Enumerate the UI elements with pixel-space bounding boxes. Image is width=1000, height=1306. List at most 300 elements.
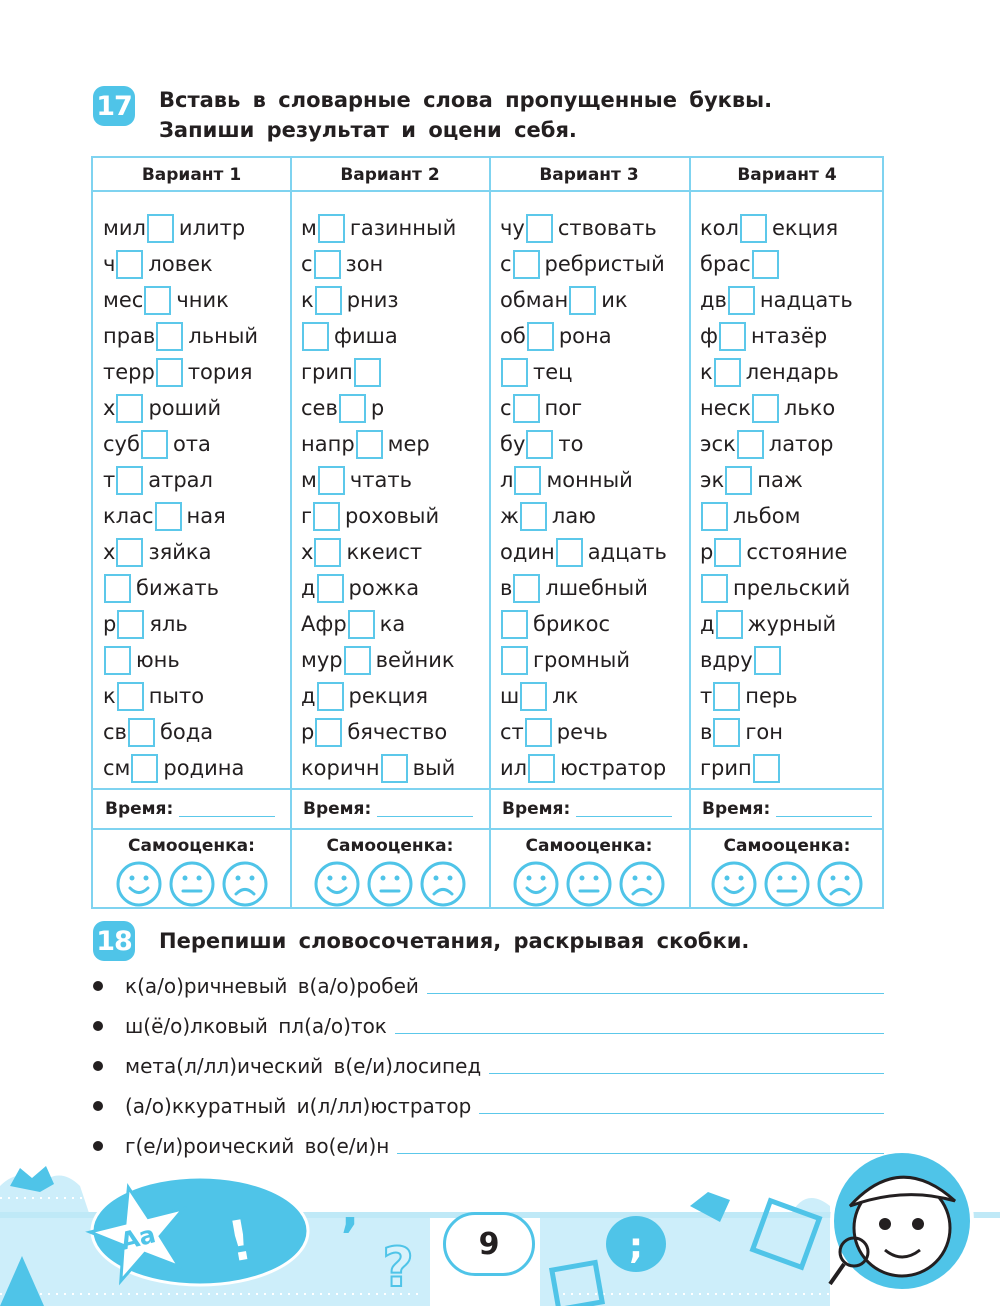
- time-field: [502, 790, 672, 828]
- bullet-icon: [93, 981, 103, 991]
- missing-letter-box[interactable]: [116, 466, 143, 495]
- word-prefix: об: [500, 324, 526, 348]
- word-prefix: к: [301, 288, 314, 312]
- word-suffix: р: [370, 396, 385, 420]
- phrase-text: к(а/о)ричневый в(а/о)робей: [125, 974, 419, 998]
- missing-letter-box[interactable]: [513, 574, 540, 603]
- word-prefix: в: [700, 720, 713, 744]
- word-gap-item: [500, 643, 630, 677]
- word-prefix: х: [301, 540, 314, 564]
- word-gap-item: [700, 751, 785, 785]
- word-prefix: бу: [500, 432, 526, 456]
- word-suffix: мер: [387, 432, 430, 456]
- star-badge-text: Aa: [117, 1220, 159, 1256]
- word-prefix: ч: [103, 252, 116, 276]
- word-prefix: м: [301, 216, 317, 240]
- word-suffix: рекция: [348, 684, 429, 708]
- word-prefix: мес: [103, 288, 144, 312]
- sad-face-icon[interactable]: [224, 863, 266, 905]
- word-suffix: чник: [176, 288, 229, 312]
- happy-face-icon[interactable]: [713, 863, 755, 905]
- word-gap-item: [103, 247, 213, 281]
- word-suffix: газинный: [349, 216, 457, 240]
- missing-letter-box[interactable]: [128, 718, 155, 747]
- task-18-number: 18: [93, 921, 135, 961]
- word-gap-item: [301, 355, 386, 389]
- word-prefix: ж: [500, 504, 519, 528]
- word-prefix: неск: [700, 396, 751, 420]
- missing-letter-box[interactable]: [318, 214, 345, 243]
- word-suffix: надцать: [759, 288, 853, 312]
- variant-2-title: Вариант 2: [340, 165, 440, 185]
- missing-letter-box[interactable]: [501, 358, 528, 387]
- time-field: [702, 790, 872, 828]
- word-prefix: св: [103, 720, 127, 744]
- word-gap-item: [301, 427, 430, 461]
- time-label: Время:: [105, 799, 174, 819]
- word-prefix: см: [103, 756, 131, 780]
- variant-3-title: Вариант 3: [539, 165, 639, 185]
- missing-letter-box[interactable]: [156, 358, 183, 387]
- missing-letter-box[interactable]: [315, 286, 342, 315]
- word-gap-item: [103, 391, 221, 425]
- missing-letter-box[interactable]: [713, 718, 740, 747]
- phrase-item: [93, 1091, 471, 1121]
- word-suffix: льбом: [733, 504, 801, 528]
- missing-letter-box[interactable]: [526, 214, 553, 243]
- neutral-face-icon[interactable]: [766, 863, 808, 905]
- word-prefix: суб: [103, 432, 140, 456]
- task-17-instruction-line-1: Вставь в словарные слова пропущенные буквы.: [159, 88, 773, 112]
- self-assessment-label: Самооценка:: [128, 836, 255, 856]
- word-gap-item: [500, 679, 578, 713]
- word-suffix: атрал: [148, 468, 213, 492]
- word-suffix: то: [558, 432, 584, 456]
- word-suffix: рона: [558, 324, 612, 348]
- word-prefix: напр: [301, 432, 355, 456]
- happy-face-icon[interactable]: [515, 863, 557, 905]
- word-prefix: кол: [700, 216, 739, 240]
- word-prefix: р: [301, 720, 315, 744]
- word-suffix: паж: [757, 468, 803, 492]
- word-prefix: с: [500, 252, 512, 276]
- word-suffix: вый: [412, 756, 456, 780]
- word-suffix: тория: [187, 360, 253, 384]
- phrase-item: [93, 1051, 481, 1081]
- word-prefix: сев: [301, 396, 338, 420]
- word-gap-item: [103, 319, 258, 353]
- word-prefix: дв: [700, 288, 727, 312]
- missing-letter-box[interactable]: [147, 214, 174, 243]
- time-field: [303, 790, 473, 828]
- word-suffix: ккеист: [346, 540, 423, 564]
- word-gap-item: [301, 499, 439, 533]
- word-gap-item: [103, 679, 204, 713]
- missing-letter-box[interactable]: [754, 646, 781, 675]
- word-suffix: монный: [546, 468, 633, 492]
- word-prefix: с: [301, 252, 313, 276]
- word-gap-item: [301, 535, 422, 569]
- word-prefix: к: [700, 360, 713, 384]
- self-assessment-faces: [707, 861, 867, 907]
- word-gap-item: [103, 715, 213, 749]
- word-suffix: бода: [159, 720, 214, 744]
- word-suffix: родина: [163, 756, 245, 780]
- word-gap-item: [500, 571, 648, 605]
- missing-letter-box[interactable]: [752, 394, 779, 423]
- phrase-text: мета(л/лл)ический в(е/и)лосипед: [125, 1054, 482, 1078]
- word-gap-item: [301, 247, 383, 281]
- word-gap-item: [301, 391, 384, 425]
- missing-letter-box[interactable]: [514, 466, 541, 495]
- word-gap-item: [500, 427, 583, 461]
- word-prefix: терр: [103, 360, 155, 384]
- word-gap-item: [103, 571, 219, 605]
- word-gap-item: [500, 535, 667, 569]
- missing-letter-box[interactable]: [501, 646, 528, 675]
- word-gap-item: [500, 355, 572, 389]
- missing-letter-box[interactable]: [752, 250, 779, 279]
- word-suffix: перь: [745, 684, 798, 708]
- variant-4-title: Вариант 4: [737, 165, 837, 185]
- question-mark: ?: [382, 1236, 414, 1299]
- word-suffix: ная: [186, 504, 226, 528]
- word-gap-item: [500, 499, 596, 533]
- word-gap-item: [301, 571, 419, 605]
- word-gap-item: [700, 211, 838, 245]
- neutral-face-icon[interactable]: [369, 863, 411, 905]
- word-suffix: ота: [172, 432, 211, 456]
- word-prefix: м: [301, 468, 317, 492]
- time-input-line[interactable]: [377, 802, 473, 817]
- word-suffix: яль: [149, 612, 188, 636]
- missing-letter-box[interactable]: [528, 754, 555, 783]
- word-gap-item: [500, 211, 657, 245]
- word-prefix: один: [500, 540, 555, 564]
- word-gap-item: [700, 391, 835, 425]
- missing-letter-box[interactable]: [714, 538, 741, 567]
- self-assessment-label: Самооценка:: [723, 836, 851, 856]
- word-suffix: ик: [601, 288, 628, 312]
- missing-letter-box[interactable]: [318, 466, 345, 495]
- word-suffix: латор: [768, 432, 834, 456]
- time-label: Время:: [303, 799, 372, 819]
- phrase-item: [93, 971, 419, 1001]
- word-suffix: брикос: [533, 612, 611, 636]
- word-prefix: р: [103, 612, 117, 636]
- word-prefix: т: [103, 468, 116, 492]
- word-suffix: вейник: [375, 648, 455, 672]
- word-prefix: чу: [500, 216, 525, 240]
- missing-letter-box[interactable]: [701, 574, 728, 603]
- task-18-instruction: Перепиши словосочетания, раскрывая скобки.: [159, 929, 750, 953]
- missing-letter-box[interactable]: [156, 322, 183, 351]
- word-suffix: гон: [745, 720, 784, 744]
- word-gap-item: [500, 391, 582, 425]
- task-17-number: 17: [93, 86, 135, 126]
- semicolon-mark: ;: [628, 1226, 644, 1267]
- word-prefix: х: [103, 540, 116, 564]
- word-gap-item: [700, 247, 784, 281]
- word-suffix: пог: [544, 396, 583, 420]
- word-gap-item: [301, 715, 447, 749]
- word-suffix: бижать: [136, 576, 219, 600]
- word-prefix: вдру: [700, 648, 753, 672]
- word-prefix: эк: [700, 468, 725, 492]
- word-prefix: г: [301, 504, 313, 528]
- missing-letter-box[interactable]: [104, 646, 131, 675]
- word-prefix: обман: [500, 288, 569, 312]
- phrase-text: (а/о)ккуратный и(л/лл)юстратор: [125, 1094, 472, 1118]
- word-prefix: ф: [700, 324, 718, 348]
- time-field: [105, 790, 275, 828]
- missing-letter-box[interactable]: [302, 322, 329, 351]
- table-column-divider: [489, 158, 491, 907]
- missing-letter-box[interactable]: [144, 286, 171, 315]
- missing-letter-box[interactable]: [314, 250, 341, 279]
- answer-line[interactable]: [427, 993, 884, 994]
- missing-letter-box[interactable]: [713, 682, 740, 711]
- table-column-divider: [290, 158, 292, 907]
- missing-letter-box[interactable]: [716, 610, 743, 639]
- word-suffix: сстояние: [746, 540, 848, 564]
- word-prefix: мур: [301, 648, 343, 672]
- word-gap-item: [301, 319, 398, 353]
- word-gap-item: [301, 283, 399, 317]
- word-gap-item: [700, 715, 783, 749]
- word-suffix: громный: [533, 648, 631, 672]
- missing-letter-box[interactable]: [339, 394, 366, 423]
- missing-letter-box[interactable]: [520, 502, 547, 531]
- word-gap-item: [500, 751, 666, 785]
- missing-letter-box[interactable]: [556, 538, 583, 567]
- word-suffix: ствовать: [557, 216, 657, 240]
- word-prefix: эск: [700, 432, 736, 456]
- time-label: Время:: [502, 799, 571, 819]
- word-suffix: бячество: [347, 720, 448, 744]
- word-suffix: чтать: [349, 468, 412, 492]
- missing-letter-box[interactable]: [740, 214, 767, 243]
- word-suffix: роший: [148, 396, 222, 420]
- missing-letter-box[interactable]: [314, 538, 341, 567]
- missing-letter-box[interactable]: [719, 322, 746, 351]
- neutral-face-icon[interactable]: [568, 863, 610, 905]
- missing-letter-box[interactable]: [525, 718, 552, 747]
- time-input-line[interactable]: [776, 802, 872, 817]
- word-prefix: д: [301, 576, 316, 600]
- missing-letter-box[interactable]: [501, 610, 528, 639]
- missing-letter-box[interactable]: [520, 682, 547, 711]
- word-gap-item: [500, 283, 628, 317]
- missing-letter-box[interactable]: [569, 286, 596, 315]
- bullet-icon: [93, 1101, 103, 1111]
- word-suffix: пыто: [148, 684, 205, 708]
- phrase-text: г(е/и)роический во(е/и)н: [125, 1134, 390, 1158]
- sad-face-icon[interactable]: [819, 863, 861, 905]
- word-suffix: лк: [552, 684, 579, 708]
- missing-letter-box[interactable]: [526, 430, 553, 459]
- word-gap-item: [301, 463, 412, 497]
- missing-letter-box[interactable]: [104, 574, 131, 603]
- word-gap-item: [103, 607, 188, 641]
- detective-boy-illustration: [830, 1151, 972, 1291]
- missing-letter-box[interactable]: [348, 610, 375, 639]
- word-suffix: льный: [188, 324, 259, 348]
- word-suffix: лаю: [551, 504, 596, 528]
- self-assessment-label: Самооценка:: [525, 836, 653, 856]
- missing-letter-box[interactable]: [131, 754, 158, 783]
- word-gap-item: [103, 751, 244, 785]
- self-assessment-faces: [112, 861, 272, 907]
- missing-letter-box[interactable]: [354, 358, 381, 387]
- word-gap-item: [103, 499, 226, 533]
- word-gap-item: [500, 607, 610, 641]
- word-prefix: клас: [103, 504, 154, 528]
- word-gap-item: [700, 319, 827, 353]
- sad-face-icon[interactable]: [422, 863, 464, 905]
- word-prefix: брас: [700, 252, 751, 276]
- word-gap-item: [700, 607, 836, 641]
- missing-letter-box[interactable]: [728, 286, 755, 315]
- word-gap-item: [700, 499, 800, 533]
- missing-letter-box[interactable]: [725, 466, 752, 495]
- word-suffix: фиша: [334, 324, 398, 348]
- word-gap-item: [103, 283, 229, 317]
- word-suffix: лшебный: [545, 576, 648, 600]
- task-17-instruction-line-2: Запиши результат и оцени себя.: [159, 118, 577, 142]
- word-prefix: мил: [103, 216, 146, 240]
- word-gap-item: [700, 571, 850, 605]
- word-suffix: тец: [533, 360, 573, 384]
- self-assessment-faces: [310, 861, 470, 907]
- table-column-divider: [689, 158, 691, 907]
- word-suffix: ребристый: [544, 252, 665, 276]
- comma-mark: ,: [340, 1182, 360, 1238]
- word-prefix: грип: [700, 756, 752, 780]
- page-number: 9: [443, 1212, 535, 1276]
- word-gap-item: [500, 247, 665, 281]
- missing-letter-box[interactable]: [753, 754, 780, 783]
- happy-face-icon[interactable]: [316, 863, 358, 905]
- missing-letter-box[interactable]: [155, 502, 182, 531]
- word-prefix: л: [500, 468, 514, 492]
- missing-letter-box[interactable]: [356, 430, 383, 459]
- missing-letter-box[interactable]: [701, 502, 728, 531]
- time-input-line[interactable]: [576, 802, 672, 817]
- sad-face-icon[interactable]: [621, 863, 663, 905]
- word-prefix: в: [500, 576, 513, 600]
- missing-letter-box[interactable]: [116, 394, 143, 423]
- word-suffix: нтазёр: [750, 324, 828, 348]
- answer-line[interactable]: [479, 1113, 884, 1114]
- time-label: Время:: [702, 799, 771, 819]
- word-gap-item: [700, 643, 786, 677]
- word-prefix: ш: [500, 684, 520, 708]
- phrase-text: ш(ё/о)лковый пл(а/о)ток: [125, 1014, 387, 1038]
- word-suffix: роховый: [345, 504, 440, 528]
- word-suffix: лько: [783, 396, 836, 420]
- word-prefix: грип: [301, 360, 353, 384]
- missing-letter-box[interactable]: [116, 250, 143, 279]
- word-prefix: х: [103, 396, 116, 420]
- bullet-icon: [93, 1061, 103, 1071]
- word-suffix: екция: [771, 216, 839, 240]
- word-gap-item: [500, 715, 608, 749]
- word-gap-item: [103, 463, 213, 497]
- neutral-face-icon[interactable]: [171, 863, 213, 905]
- missing-letter-box[interactable]: [141, 430, 168, 459]
- missing-letter-box[interactable]: [117, 682, 144, 711]
- word-gap-item: [301, 211, 456, 245]
- missing-letter-box[interactable]: [381, 754, 408, 783]
- missing-letter-box[interactable]: [513, 394, 540, 423]
- exclamation-mark: !: [221, 1205, 259, 1277]
- table-self-divider: [93, 828, 882, 830]
- missing-letter-box[interactable]: [317, 574, 344, 603]
- missing-letter-box[interactable]: [313, 502, 340, 531]
- word-suffix: ловек: [148, 252, 213, 276]
- word-suffix: ка: [379, 612, 406, 636]
- answer-line[interactable]: [397, 1153, 884, 1154]
- word-prefix: ил: [500, 756, 528, 780]
- word-suffix: прельский: [733, 576, 851, 600]
- answer-line[interactable]: [395, 1033, 884, 1034]
- word-prefix: д: [700, 612, 715, 636]
- missing-letter-box[interactable]: [513, 250, 540, 279]
- word-prefix: коричн: [301, 756, 380, 780]
- word-suffix: адцать: [587, 540, 667, 564]
- missing-letter-box[interactable]: [714, 358, 741, 387]
- word-suffix: лендарь: [745, 360, 839, 384]
- word-prefix: д: [301, 684, 316, 708]
- word-suffix: речь: [556, 720, 608, 744]
- word-gap-item: [301, 607, 405, 641]
- word-suffix: юнь: [136, 648, 180, 672]
- word-prefix: с: [500, 396, 512, 420]
- self-assessment-faces: [509, 861, 669, 907]
- variants-table: [91, 156, 884, 909]
- time-input-line[interactable]: [179, 802, 275, 817]
- missing-letter-box[interactable]: [527, 322, 554, 351]
- word-gap-item: [700, 535, 847, 569]
- word-prefix: к: [103, 684, 116, 708]
- word-prefix: ст: [500, 720, 524, 744]
- word-suffix: рожка: [348, 576, 420, 600]
- bullet-icon: [93, 1021, 103, 1031]
- word-suffix: зяйка: [148, 540, 212, 564]
- word-suffix: илитр: [178, 216, 246, 240]
- missing-letter-box[interactable]: [116, 538, 143, 567]
- missing-letter-box[interactable]: [737, 430, 764, 459]
- word-gap-item: [700, 463, 803, 497]
- word-gap-item: [500, 319, 612, 353]
- word-gap-item: [103, 535, 211, 569]
- missing-letter-box[interactable]: [315, 718, 342, 747]
- word-suffix: юстратор: [560, 756, 667, 780]
- missing-letter-box[interactable]: [117, 610, 144, 639]
- variant-1-title: Вариант 1: [141, 165, 242, 185]
- missing-letter-box[interactable]: [317, 682, 344, 711]
- word-gap-item: [103, 211, 245, 245]
- phrase-item: [93, 1011, 387, 1041]
- word-prefix: прав: [103, 324, 156, 348]
- word-gap-item: [700, 679, 798, 713]
- happy-face-icon[interactable]: [118, 863, 160, 905]
- missing-letter-box[interactable]: [344, 646, 371, 675]
- word-gap-item: [700, 283, 853, 317]
- answer-line[interactable]: [489, 1073, 884, 1074]
- word-suffix: рниз: [346, 288, 399, 312]
